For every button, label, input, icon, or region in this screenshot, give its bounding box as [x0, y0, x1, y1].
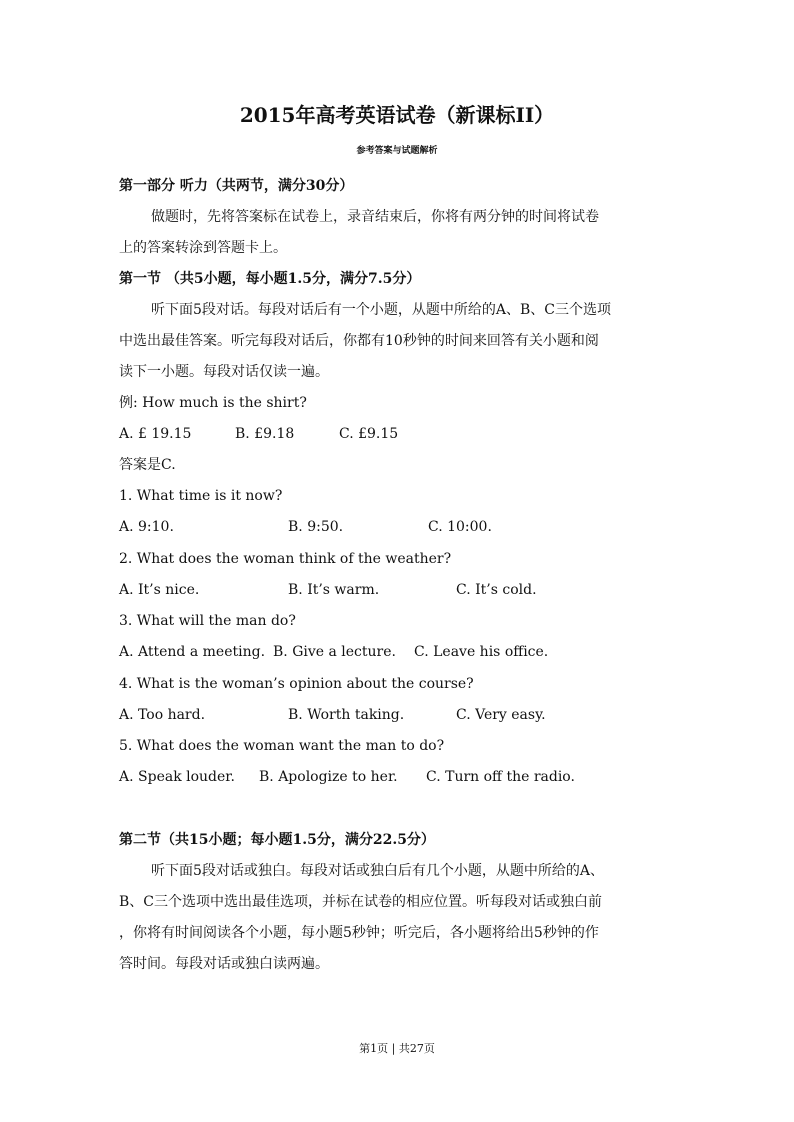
question-1-option-a: A. 9:10.	[119, 519, 174, 535]
question-1-option-c: C. 10:00.	[428, 519, 492, 535]
question-5-option-a: A. Speak louder.	[119, 769, 235, 785]
question-4-option-b: B. Worth taking.	[288, 707, 405, 723]
question-3-option-b: B. Give a lecture.	[273, 644, 396, 660]
question-3-option-c: C. Leave his office.	[414, 644, 549, 660]
section2-intro-line: 答时间。每段对话或独白读两遍。	[119, 956, 329, 972]
question-3-option-a: A. Attend a meeting.	[119, 644, 266, 660]
section1-intro-line: 听下面5段对话。每段对话后有一个小题，从题中所给的A、B、C三个选项	[151, 302, 612, 318]
question-5-option-b: B. Apologize to her.	[259, 769, 398, 785]
question-4-option-a: A. Too hard.	[119, 707, 206, 723]
question-4: 4. What is the woman’s opinion about the course?	[119, 676, 474, 692]
document-subtitle: 参考答案与试题解析	[356, 146, 438, 156]
page-footer: 第1页 | 共27页	[359, 1042, 435, 1055]
question-1-option-b: B. 9:50.	[288, 519, 344, 535]
section1-intro-line: 中选出最佳答案。听完每段对话后，你都有10秒钟的时间来回答有关小题和阅	[119, 333, 599, 349]
section1-intro-line: 读下一小题。每段对话仅读一遍。	[119, 364, 329, 380]
example-option-b: B. £9.18	[235, 426, 295, 442]
section2-intro-line: ，你将有时间阅读各个小题，每小题5秒钟；听完后，各小题将给出5秒钟的作	[119, 925, 599, 941]
example-option-c: C. £9.15	[339, 426, 399, 442]
question-2-option-b: B. It’s warm.	[288, 582, 380, 598]
question-5-option-c: C. Turn off the radio.	[426, 769, 575, 785]
section2-intro-line: B、C三个选项中选出最佳选项，并标在试卷的相应位置。听每段对话或独白前	[119, 894, 602, 910]
section2-heading: 第二节（共15小题；每小题1.5分，满分22.5分）	[119, 832, 435, 848]
example-option-a: A. £ 19.15	[119, 426, 192, 442]
question-4-option-c: C. Very easy.	[456, 707, 546, 723]
question-3: 3. What will the man do?	[119, 613, 296, 629]
section2-intro-line: 听下面5段对话或独白。每段对话或独白后有几个小题，从题中所给的A、	[151, 863, 605, 879]
question-2-option-c: C. It’s cold.	[456, 582, 537, 598]
question-2: 2. What does the woman think of the weather?	[119, 551, 452, 567]
example-answer: 答案是C.	[119, 457, 176, 473]
question-2-option-a: A. It’s nice.	[119, 582, 200, 598]
section1-heading: 第一节 （共5小题，每小题1.5分，满分7.5分）	[119, 271, 421, 287]
question-5: 5. What does the woman want the man to do?	[119, 738, 445, 754]
example-question: 例: How much is the shirt?	[119, 395, 307, 411]
document-title: 2015年高考英语试卷（新课标II）	[239, 103, 555, 127]
part1-heading: 第一部分 听力（共两节，满分30分）	[119, 178, 354, 194]
part1-intro-line: 做题时，先将答案标在试卷上，录音结束后，你将有两分钟的时间将试卷	[151, 209, 599, 225]
question-1: 1. What time is it now?	[119, 488, 283, 504]
part1-intro-line: 上的答案转涂到答题卡上。	[119, 240, 287, 256]
